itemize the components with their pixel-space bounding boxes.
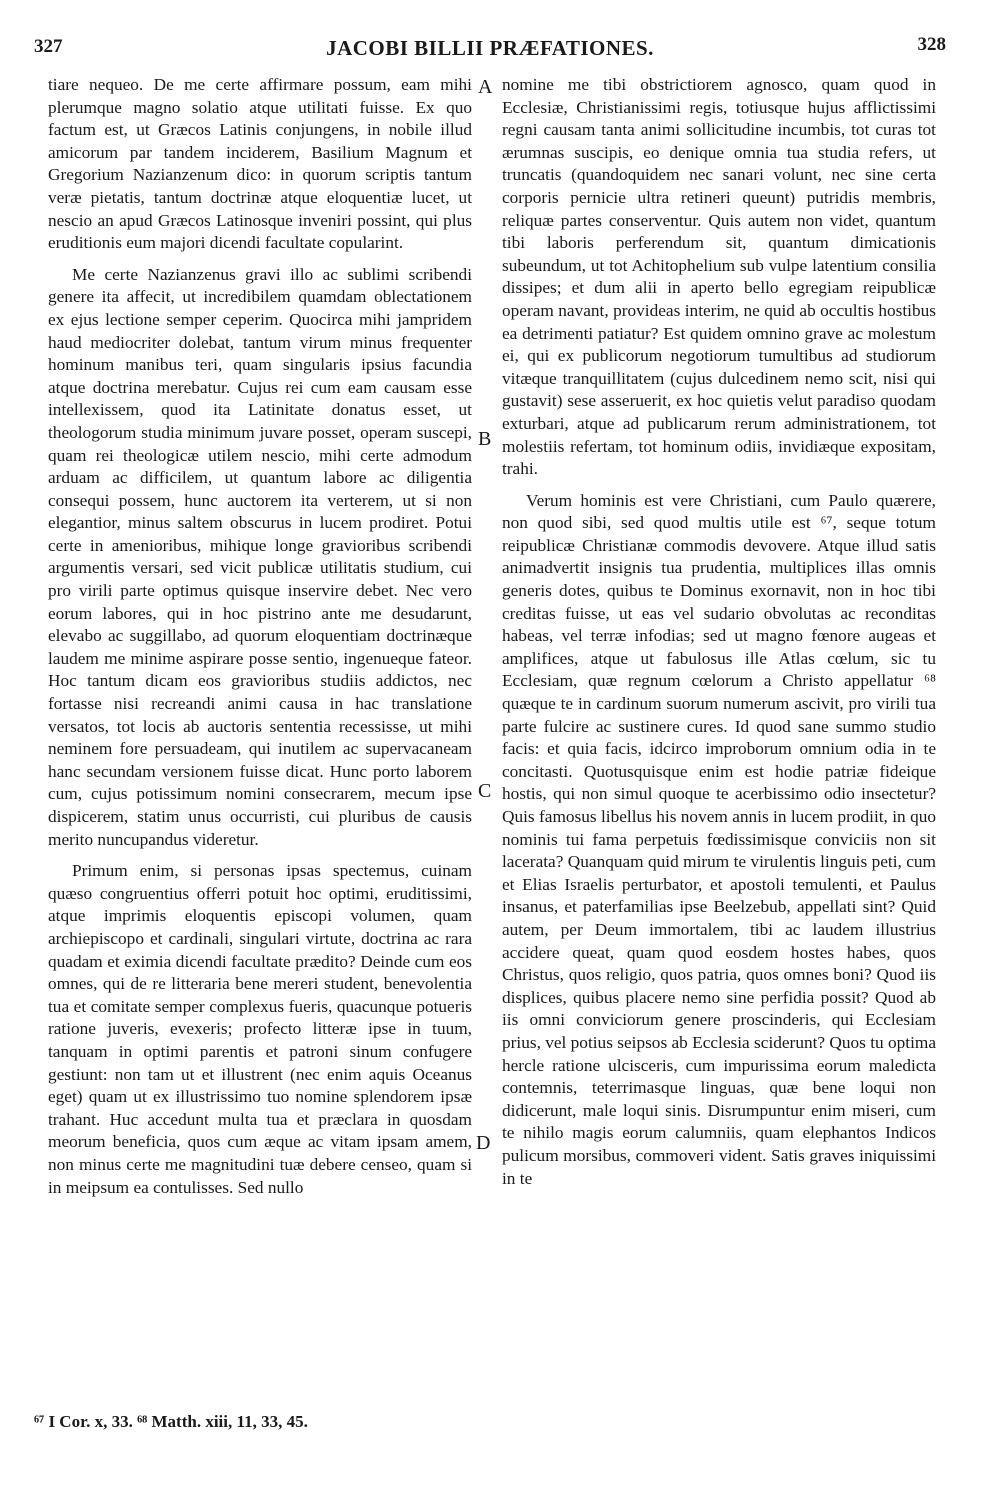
left-column [48,74,472,1208]
section-marker-c: C [478,780,492,802]
section-marker-b: B [478,428,492,450]
paragraph: Verum hominis est vere Christiani, cum Paulo quærere, non quod sibi, sed quod multis utile est ⁶⁷, seque totum reipublicæ Christianæ commodis devovere. Atque illud satis animadvertit insignis tua prudentia, multiplices illas omnis generis dotes, quibus te Dominus exornavit, non in hoc tibi creditas fuisse, ut eas vel sudario obvolutas ac reconditas habeas, vel terræ infodias; sed ut magno fœnore augeas et amplifices, atque ut fabulosus ille Atlas cœlum, sic tu Ecclesiam, quæ regnum cœlorum a Christo appellatur ⁶⁸ quæque te in cardinum suorum numerum ascivit, pro virili tua parte fulcire ac sustinere cures. Id quod sane summo studio facis: et quia facis, idcirco improborum omnium odia in te concitasti. Quotusquisque enim est hodie patriæ fideique hostis, qui non simul quoque te acerbissimo odio insectetur? Quis famosus libellus his novem annis in lucem prodiit, in quo nominis tui fama perpetuis fœdissimisque conviciis non sit lacerata? Quanquam quid mirum te virulentis linguis peti, cum et Elias Israelis perturbator, et apostoli temulenti, et Paulus insanus, et paterfamilias ipse Beelzebub, appellati sint? Quid autem, per Deum immortalem, tibi ac laudem illustrius accidere queat, quam quod eosdem hostes habes, quos Christus, quos religio, quos patria, quos omnes boni? Quod iis displices, quibus placere nemo sine perfidia possit? Quod ab iis omni conviciorum genere proscinderis, qui Ecclesiam prius, vel potius seipsos ab Ecclesia sciderunt? Quos tu optima hercle ratione ulcisceris, cum impurissima eorum maledicta contemnis, teterrimasque linguas, quæ bene loqui non didicerunt, male loqui sinis. Disrumpuntur enim miseri, cum te nihilo magis eorum calumniis, quam elephantos Indicos pulicum morsibus, commoveri vident. Satis graves iniquissimi in te [502,490,936,1188]
running-header [34,36,946,64]
paragraph: Me certe Nazianzenus gravi illo ac sublimi scribendi genere ita affecit, ut incredibilem quamdam oblectationem ex ejus lectione semper ceperim. Quocirca mihi jampridem haud mediocriter dolebat, tantum virum minus frequenter hominum manibus teri, quam singularis ipsius facundia atque doctrina merebatur. Cujus rei cum eam causam esse intellexissem, quod ita Latinitate donatus esset, ut theologorum studia minimum juvare posset, operam suscepi, quam rei theologicæ utilem nescio, mihi certe admodum arduam ac difficilem, ut quantum labore ac diligentia consequi possem, hunc auctorem ita verterem, ut si non elegantior, minus saltem obscurus in lucem prodiret. Potui certe in amenioribus, mihique longe gravioribus scribendi argumentis versari, sed vicit publicæ utilitatis studium, cui pro virili parte optimus quisque inservire debet. Nec vero eorum labores, qui in hoc pistrino ante me desudarunt, elevabo ac suggillabo, ad quorum eloquentiam doctrinæque laudem me minime aspirare posse sentio, ingenueque fateor. Hoc tantum dicam eos gravioribus studiis addictos, nec fortasse nisi recreandi animi causa in hac translatione versatos, tot locis ab auctoris sententia recessisse, ut mihi neminem fore persuadeam, qui inutilem ac supervacaneam hanc secundam versionem fuisse dicat. Hunc porto laborem cum, cujus potissimum nomini consecrarem, mecum ipse dispicerem, statim unus occurristi, cui pluribus de causis merito nuncupandus videretur. [48,264,472,849]
section-marker-a: A [478,76,493,98]
paragraph: tiare nequeo. De me certe affirmare possum, eam mihi plerumque magno solatio atque utilitati fuisse. Ex quo factum est, ut Græcos Latinis conjungens, in nobile illud amicorum par tandem inciderem, Basilium Magnum et Gregorium Nazianzenum dico: in quorum scriptis tantum veræ pietatis, tantum doctrinæ atque eloquentiæ lucet, ut nescio an apud Græcos Latinosque inveniri possint, qui plus eruditionis eum majori dicendi facultate copularint. [48,75,472,253]
running-title: JACOBI BILLII PRÆFATIONES. [326,36,654,60]
section-marker-d: D [476,1132,491,1154]
page-number-right: 328 [917,34,946,55]
paragraph: nomine me tibi obstrictiorem agnosco, quam quod in Ecclesiæ, Christianissimi regis, totiusque hujus afflictissimi regni causam tanta animi sollicitudine incumbis, tot curas tot ærumnas suscipis, eo denique omnia tua studia refers, ut truncatis (quandoquidem nec sanari volunt, nec sine certa corporis pernicie ultra retineri queunt) putridis membris, reliquæ partes conserventur. Quis autem non videt, quantum tibi laboris perferendum sit, quantum dimicationis subeundum, ut tot Achitophelium sub vulpe latentium consilia dissipes; et dum alii in aperto bello egregiam reipublicæ operam navant, provideas interim, ne quid ab occultis hostibus ea detrimenti patiatur? Est quidem omnino grave ac molestum ei, qui ex publicorum negotiorum tumultibus ad studiorum vitæque tranquillitatem (cujus dulcedinem nemo scit, nisi qui gustavit) sese asseruerit, ex hoc quietis velut paradiso quodam exturbari, atque ad publicarum rerum administrationem, tot molestiis refertam, tot hominum odiis, invidiæque expositam, trahi. [502,75,936,479]
right-column [502,74,936,1199]
footnotes: ⁶⁷ I Cor. x, 33. ⁶⁸ Matth. xiii, 11, 33, 45. [34,1412,308,1431]
page-number-left: 327 [34,36,63,57]
paragraph: Primum enim, si personas ipsas spectemus, cuinam quæso congruentius offerri potuit hoc optimi, eruditissimi, atque imprimis eloquentis episcopi volumen, quam archiepiscopo et cardinali, singulari virtute, doctrina ac rara quadam et eximia dicendi facultate prædito? Deinde cum eos omnes, qui de re litteraria bene mereri student, benevolentia tua et comitate semper complexus fueris, quacunque potueris ratione juveris, evexeris; profecto litteræ ipse in tuum, tanquam in optimi parentis et patroni sinum confugere gestiunt: non tam ut et illustrent (nec enim aquis Oceanus eget) quam ut ex illustrissimo tuo nomine splendorem ipsæ trahant. Huc accedunt multa tua et præclara in quosdam meorum beneficia, quos cum æque ac vitam ipsam amem, non minus certe me magnitudini tuæ debere censeo, quam si in meipsum ea contulisses. Sed nullo [48,861,472,1197]
